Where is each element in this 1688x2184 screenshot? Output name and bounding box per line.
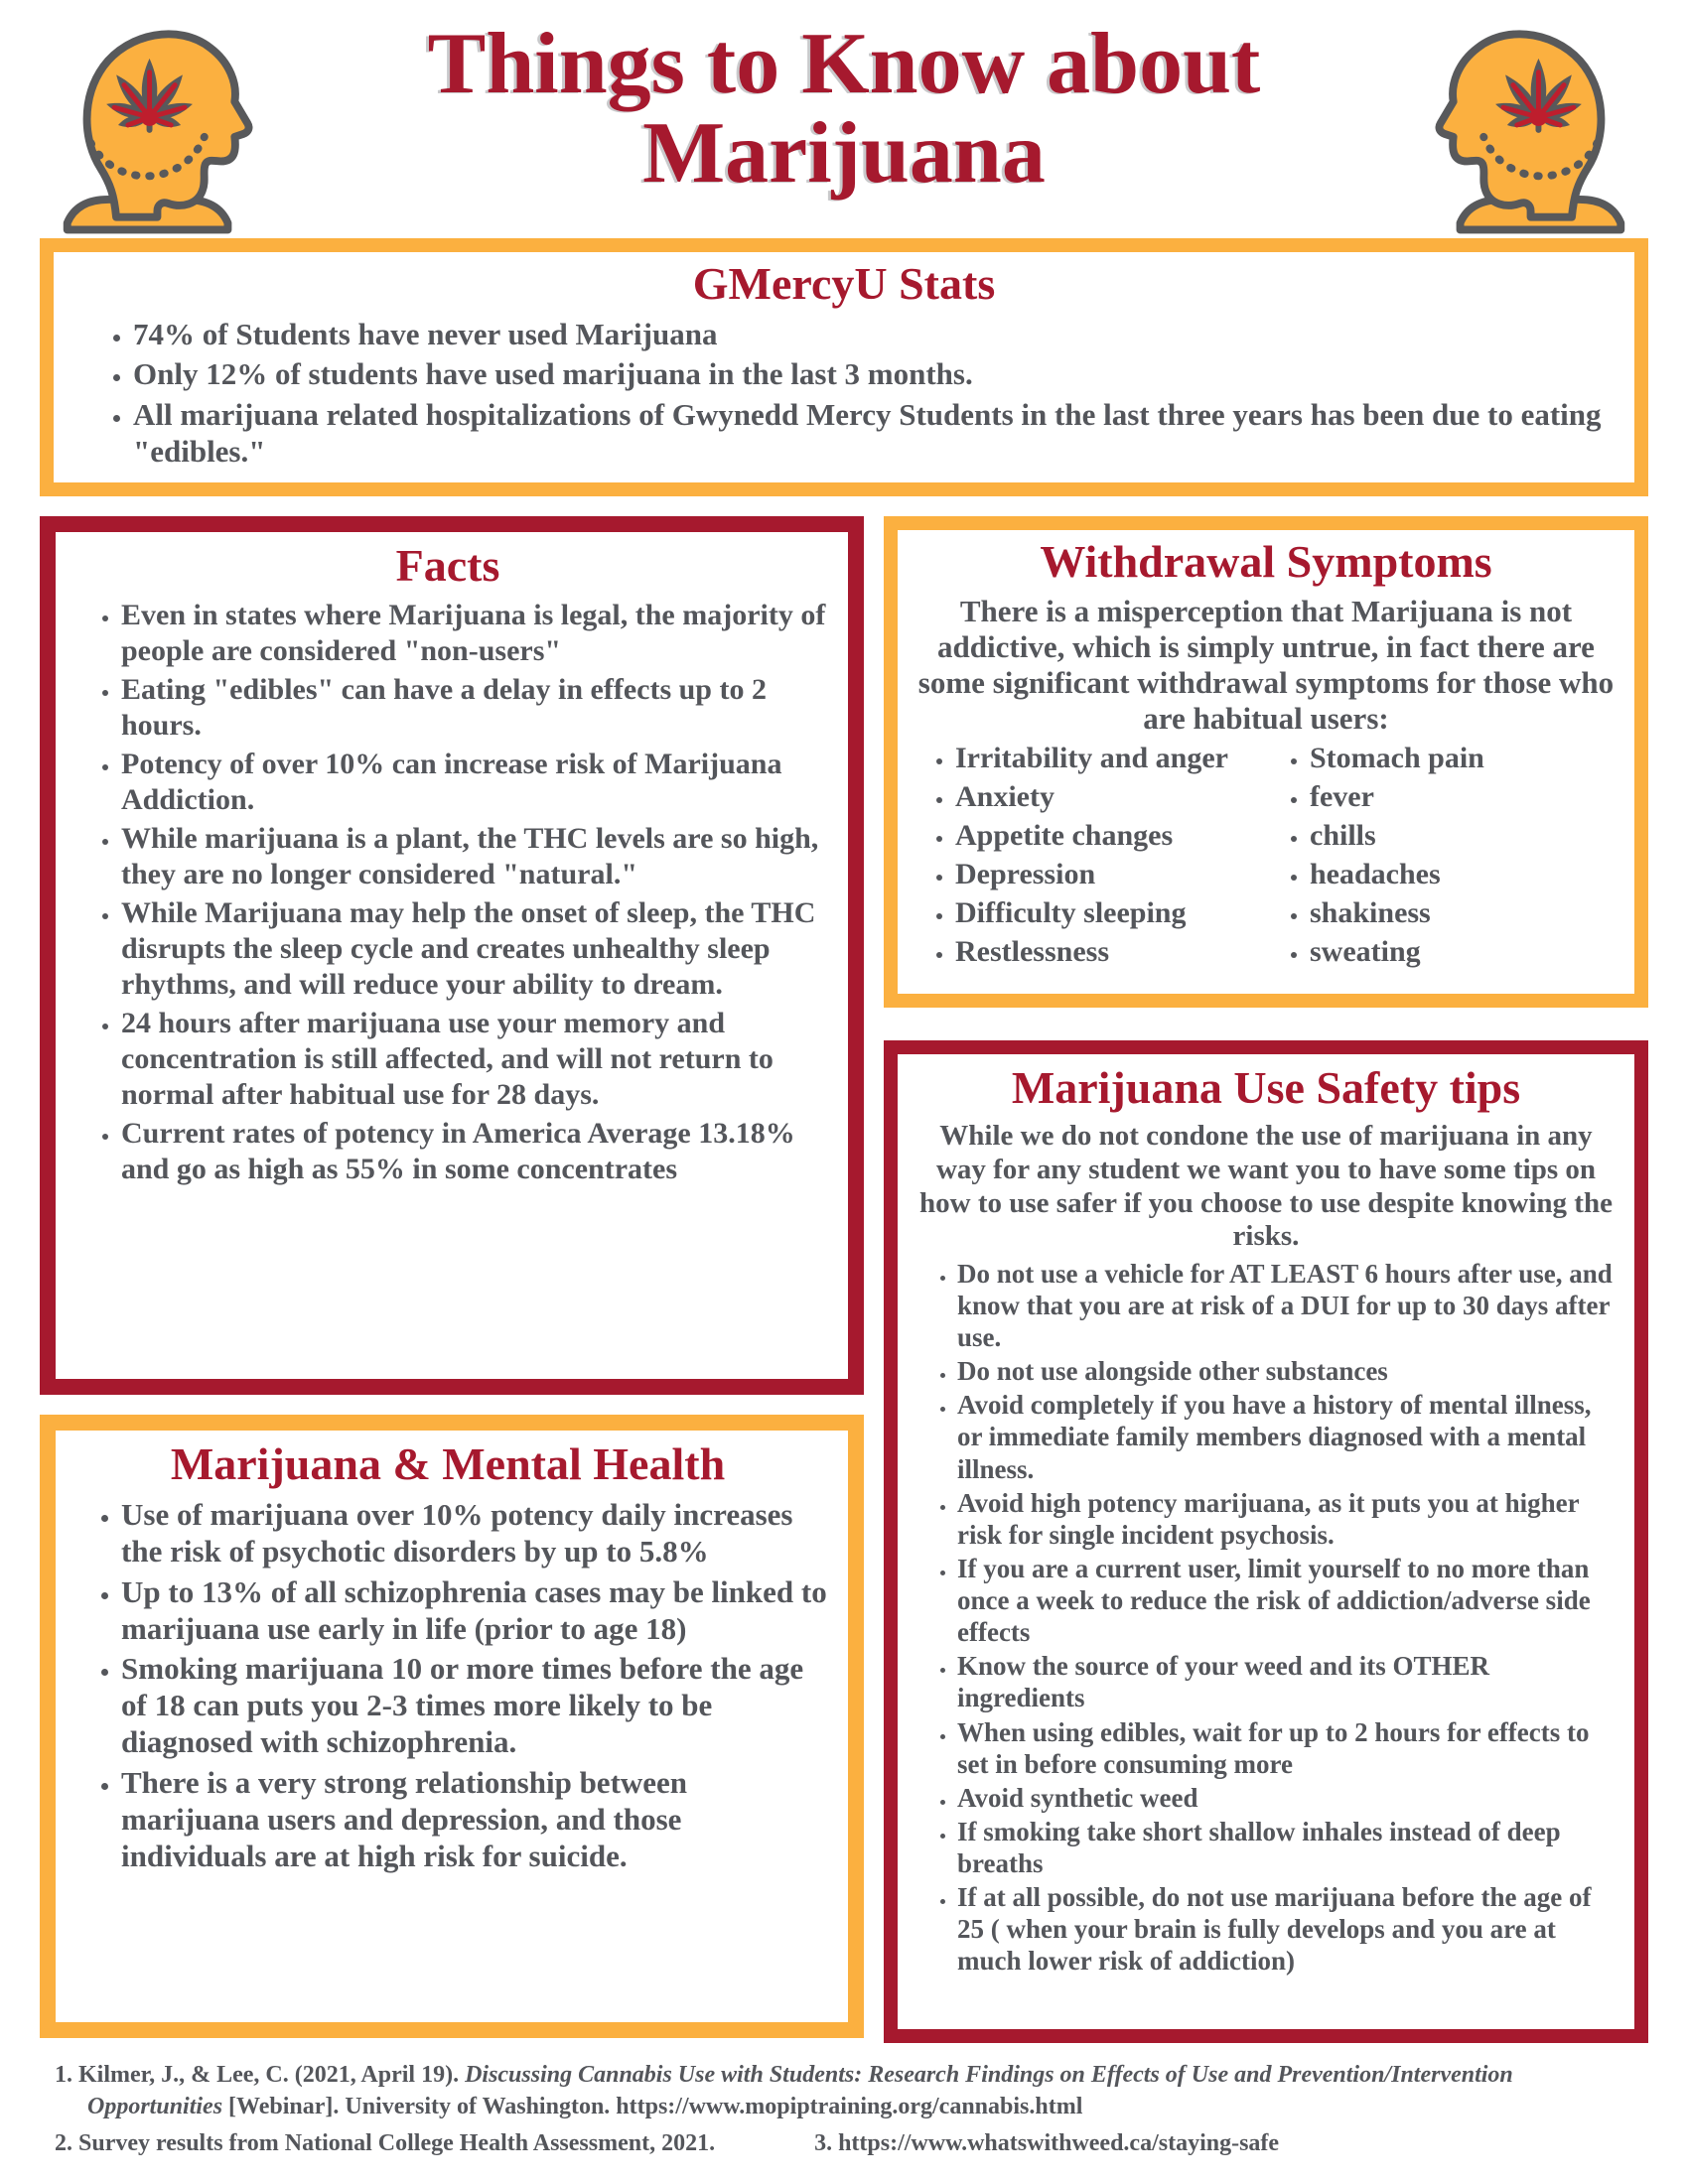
list-item: • 24 hours after marijuana use your memory and concentration is still affected, and will not return to normal after habitual use for 28 days. [121,1006,832,1113]
reference-row [55,2127,1648,2159]
list-item: • While marijuana is a plant, the THC levels are so high, they are no longer considered "natural." [121,821,832,892]
facts-title: Facts [395,540,500,591]
reference-1 [55,2059,1648,2123]
withdrawal-symptoms-left [912,741,1266,973]
list-item: • If at all possible, do not use marijuana before the age of 25 ( when your brain is fully develops and you are at much lower risk of addiction) [957,1881,1620,1977]
page-title [258,16,1430,202]
list-item: • While Marijuana may help the onset of sleep, the THC disrupts the sleep cycle and creates unhealthy sleep rhythms, and will reduce your ability to dream. [121,895,832,1003]
list-item: • shakiness [1310,895,1620,931]
safety-tips-intro: While we do not condone the use of marijuana in any way for any student we want you to have some tips on how to use safer if you choose to use despite knowing the risks. [919,1120,1613,1253]
gmercyu-stats-box [40,238,1648,496]
list-item: • Smoking marijuana 10 or more times before the age of 18 can puts you 2-3 times more likely to be diagnosed with schizophrenia. [121,1650,832,1761]
list-item: • Use of marijuana over 10% potency daily increases the risk of psychotic disorders by up to 5.8% [121,1496,832,1570]
safety-tips-box [884,1040,1648,2043]
withdrawal-symptoms-columns [912,741,1620,973]
list-item: • Anxiety [955,779,1266,815]
head-with-marijuana-leaf-icon-mirrored [1430,14,1640,234]
list-item: • sweating [1310,934,1620,970]
list-item: • When using edibles, wait for up to 2 hours for effects to set in before consuming more [957,1716,1620,1780]
reference-1-prefix: 1. Kilmer, J., & Lee, C. (2021, April 19). [55,2062,466,2088]
left-column [40,516,864,2038]
list-item: • All marijuana related hospitalizations of Gwynedd Mercy Students in the last three years has been due to eating "edibles." [133,396,1607,470]
list-item: • Restlessness [955,934,1266,970]
list-item: • Depression [955,857,1266,892]
list-item: • Know the source of your weed and its OTHER ingredients [957,1650,1620,1713]
head-with-marijuana-leaf-icon [48,14,258,234]
list-item: • Even in states where Marijuana is legal, the majority of people are considered "non-users" [121,598,832,669]
mental-health-list [64,1496,832,1874]
list-item: • Avoid synthetic weed [957,1782,1620,1814]
list-item: • Appetite changes [955,818,1266,854]
list-item: • Potency of over 10% can increase risk of Marijuana Addiction. [121,747,832,818]
reference-2: 2. Survey results from National College Health Assessment, 2021. [55,2129,716,2156]
page-title-line1: Things to Know about [427,16,1261,112]
list-item: • 74% of Students have never used Marijuana [133,316,1607,352]
list-item: • fever [1310,779,1620,815]
page-title-line2: Marijuana [642,104,1046,202]
references [55,2059,1648,2159]
list-item: • If you are a current user, limit yourself to no more than once a week to reduce the risk of addiction/adverse side effects [957,1553,1620,1648]
list-item: • If smoking take short shallow inhales instead of deep breaths [957,1816,1620,1879]
safety-tips-title: Marijuana Use Safety tips [1011,1062,1521,1113]
stats-list [81,316,1607,470]
list-item: • Difficulty sleeping [955,895,1266,931]
list-item: • Do not use a vehicle for AT LEAST 6 hours after use, and know that you are at risk of a DUI for up to 30 days after use. [957,1258,1620,1353]
withdrawal-symptoms-right [1266,741,1620,973]
list-item: • Irritability and anger [955,741,1266,776]
list-item: • Current rates of potency in America Average 13.18% and go as high as 55% in some concentrates [121,1116,832,1187]
reference-1-suffix: [Webinar]. University of Washington. https://www.mopiptraining.org/cannabis.html [222,2094,1083,2120]
mental-health-box [40,1415,864,2038]
list-item: • There is a very strong relationship between marijuana users and depression, and those individuals are at high risk for suicide. [121,1764,832,1875]
list-item: • headaches [1310,857,1620,892]
list-item: • Avoid completely if you have a history of mental illness, or immediate family members diagnosed with a mental illness. [957,1389,1620,1484]
content-columns [40,516,1648,2043]
safety-tips-list [912,1258,1620,1978]
list-item: • Eating "edibles" can have a delay in effects up to 2 hours. [121,672,832,744]
facts-box [40,516,864,1395]
reference-3: 3. https://www.whatswithweed.ca/staying-safe [814,2129,1280,2156]
list-item: • chills [1310,818,1620,854]
header [0,0,1688,238]
stats-title: GMercyU Stats [692,258,996,309]
list-item: • Avoid high potency marijuana, as it puts you at higher risk for single incident psychosis. [957,1487,1620,1551]
facts-list [64,598,832,1187]
withdrawal-intro: There is a misperception that Marijuana is not addictive, which is simply untrue, in fact there are some significant withdrawal symptoms for those who are habitual users: [917,594,1615,737]
withdrawal-symptoms-box [884,516,1648,1008]
list-item: • Stomach pain [1310,741,1620,776]
list-item: • Up to 13% of all schizophrenia cases may be linked to marijuana use early in life (prior to age 18) [121,1573,832,1647]
mental-health-title: Marijuana & Mental Health [170,1438,726,1489]
reference-1-italic-title: Discussing Cannabis Use with Students: Research Findings on Effects of Use and Prevention/Intervention Opportunities [87,2062,1513,2120]
right-column [884,516,1648,2043]
withdrawal-title: Withdrawal Symptoms [1040,536,1492,587]
list-item: • Only 12% of students have used marijuana in the last 3 months. [133,355,1607,392]
list-item: • Do not use alongside other substances [957,1355,1620,1387]
